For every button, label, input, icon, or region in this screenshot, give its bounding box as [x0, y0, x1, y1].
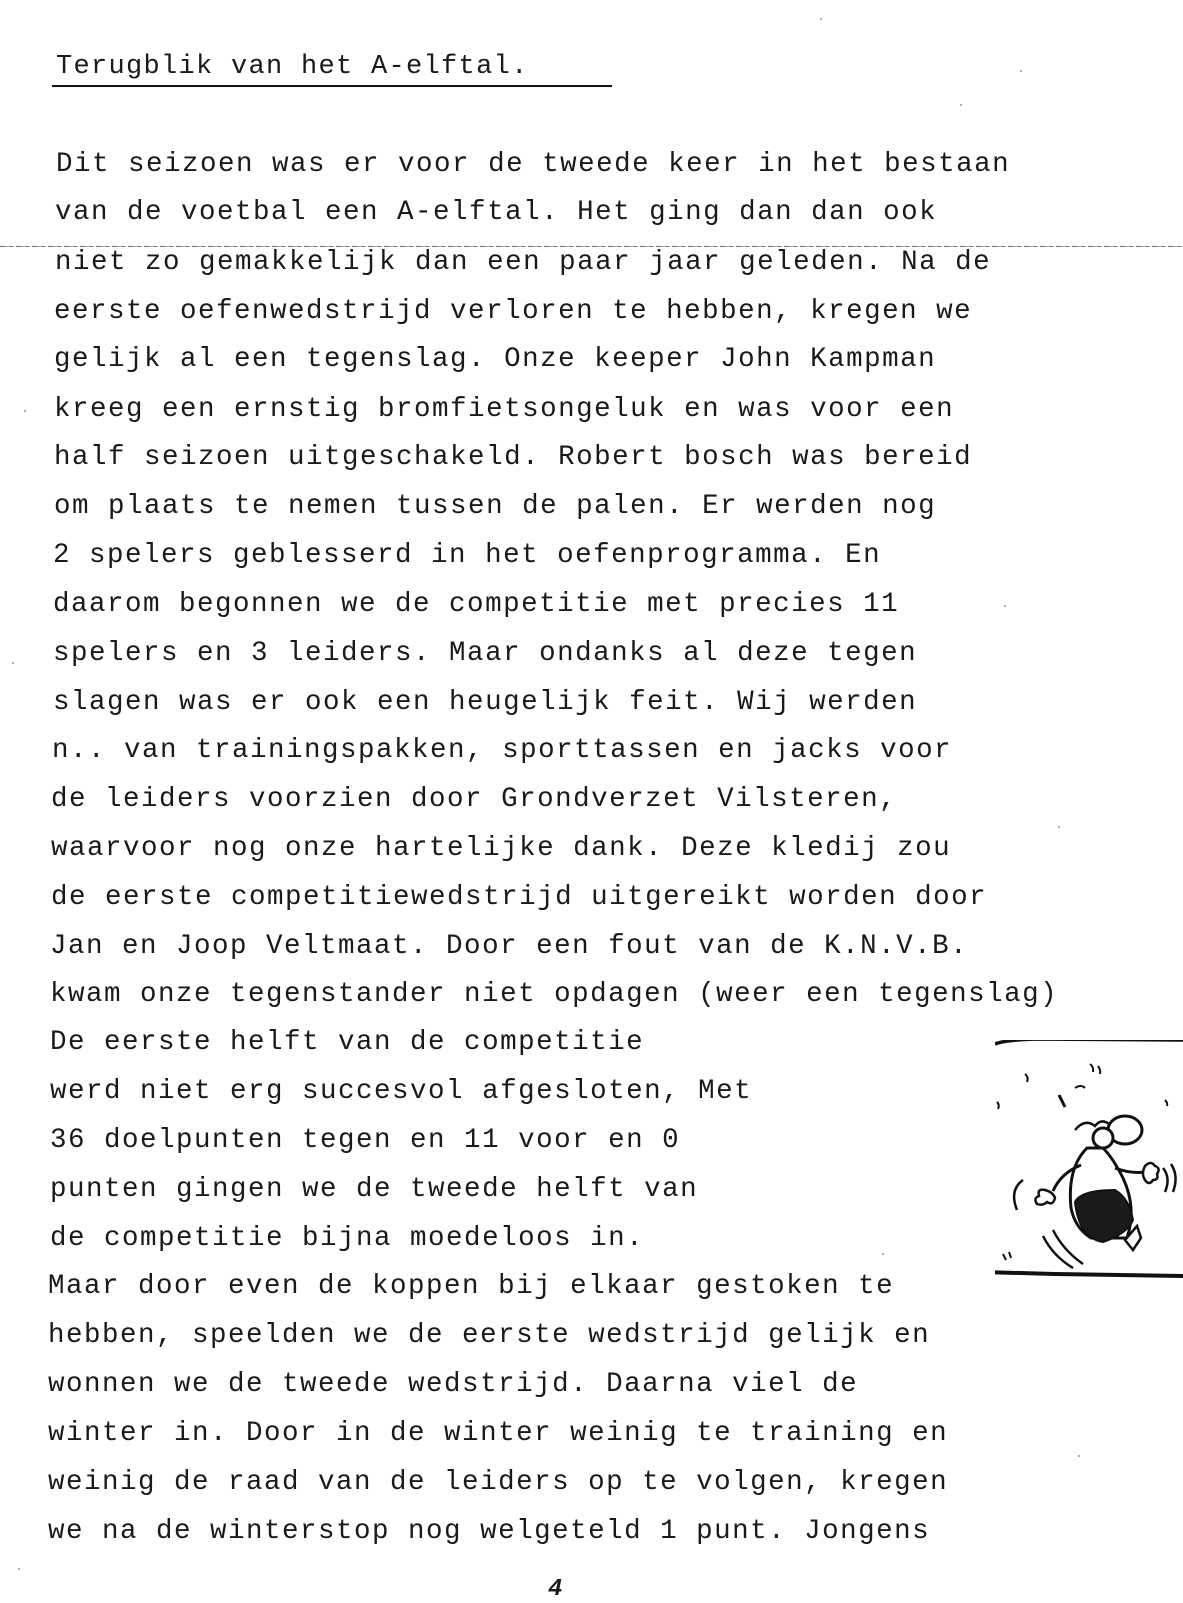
illustration-bottom-border	[995, 1272, 1183, 1276]
text-line: winter in. Door in de winter weinig te training en	[48, 1418, 949, 1449]
text-line: spelers en 3 leiders. Maar ondanks al deze tegen	[53, 638, 918, 669]
text-line: waarvoor nog onze hartelijke dank. Deze kledij zou	[51, 833, 952, 864]
document-title: Terugblik van het A-elftal.	[56, 52, 529, 82]
text-line: slagen was er ook een heugelijk feit. Wij werden	[53, 687, 918, 718]
text-line: gelijk al een tegenslag. Onze keeper John Kampman	[54, 344, 937, 375]
text-line: Dit seizoen was er voor de tweede keer in het bestaan	[56, 149, 1011, 180]
text-line: kreeg een ernstig bromfietsongeluk en was voor een	[54, 394, 955, 425]
text-line: eerste oefenwedstrijd verloren te hebben, kregen we	[54, 296, 973, 327]
scan-speck	[1058, 826, 1060, 828]
text-line: punten gingen we de tweede helft van	[50, 1174, 699, 1205]
illustration-top-border	[995, 1040, 1183, 1044]
text-line: De eerste helft van de competitie	[50, 1027, 645, 1058]
text-line: de eerste competitiewedstrijd uitgereikt worden door	[51, 882, 988, 913]
scan-speck	[820, 18, 822, 20]
text-line: niet zo gemakkelijk dan een paar jaar geleden. Na de	[55, 247, 992, 278]
text-line: de leiders voorzien door Grondverzet Vilsteren,	[51, 784, 898, 815]
title-underline	[52, 85, 612, 87]
text-line: van de voetbal een A-elftal. Het ging dan dan ook	[55, 197, 938, 228]
text-line: we na de winterstop nog welgeteld 1 punt. Jongens	[48, 1516, 931, 1547]
text-line: n.. van trainingspakken, sporttassen en jacks voor	[52, 735, 953, 766]
text-line: Jan en Joop Veltmaat. Door een fout van de K.N.V.B.	[50, 931, 969, 962]
text-line: hebben, speelden we de eerste wedstrijd gelijk en	[48, 1320, 931, 1351]
text-line: weinig de raad van de leiders op te volgen, kregen	[48, 1467, 949, 1498]
scan-speck	[1020, 70, 1022, 72]
cartoon-figure-illustration	[995, 1040, 1183, 1315]
scan-speck	[1078, 1455, 1080, 1457]
page-number: 4	[548, 1576, 563, 1603]
text-line: wonnen we de tweede wedstrijd. Daarna viel de	[48, 1369, 859, 1400]
text-line: 2 spelers geblesserd in het oefenprogramma. En	[53, 540, 882, 571]
text-line: de competitie bijna moedeloos in.	[50, 1223, 645, 1254]
scan-speck	[12, 662, 14, 664]
scan-speck	[960, 104, 962, 106]
text-line: werd niet erg succesvol afgesloten, Met	[50, 1076, 753, 1107]
text-line: half seizoen uitgeschakeld. Robert bosch was bereid	[54, 442, 973, 473]
scan-speck	[1004, 605, 1006, 607]
text-line: 36 doelpunten tegen en 11 voor en 0	[50, 1125, 681, 1156]
text-line: kwam onze tegenstander niet opdagen (weer een tegenslag)	[50, 979, 1059, 1010]
scan-speck	[882, 1253, 884, 1255]
text-line: Maar door even de koppen bij elkaar gestoken te	[48, 1271, 895, 1302]
scan-speck	[18, 1568, 20, 1570]
text-line: om plaats te nemen tussen de palen. Er werden nog	[54, 491, 937, 522]
scan-speck	[24, 410, 26, 412]
text-line: daarom begonnen we de competitie met precies 11	[53, 589, 900, 620]
